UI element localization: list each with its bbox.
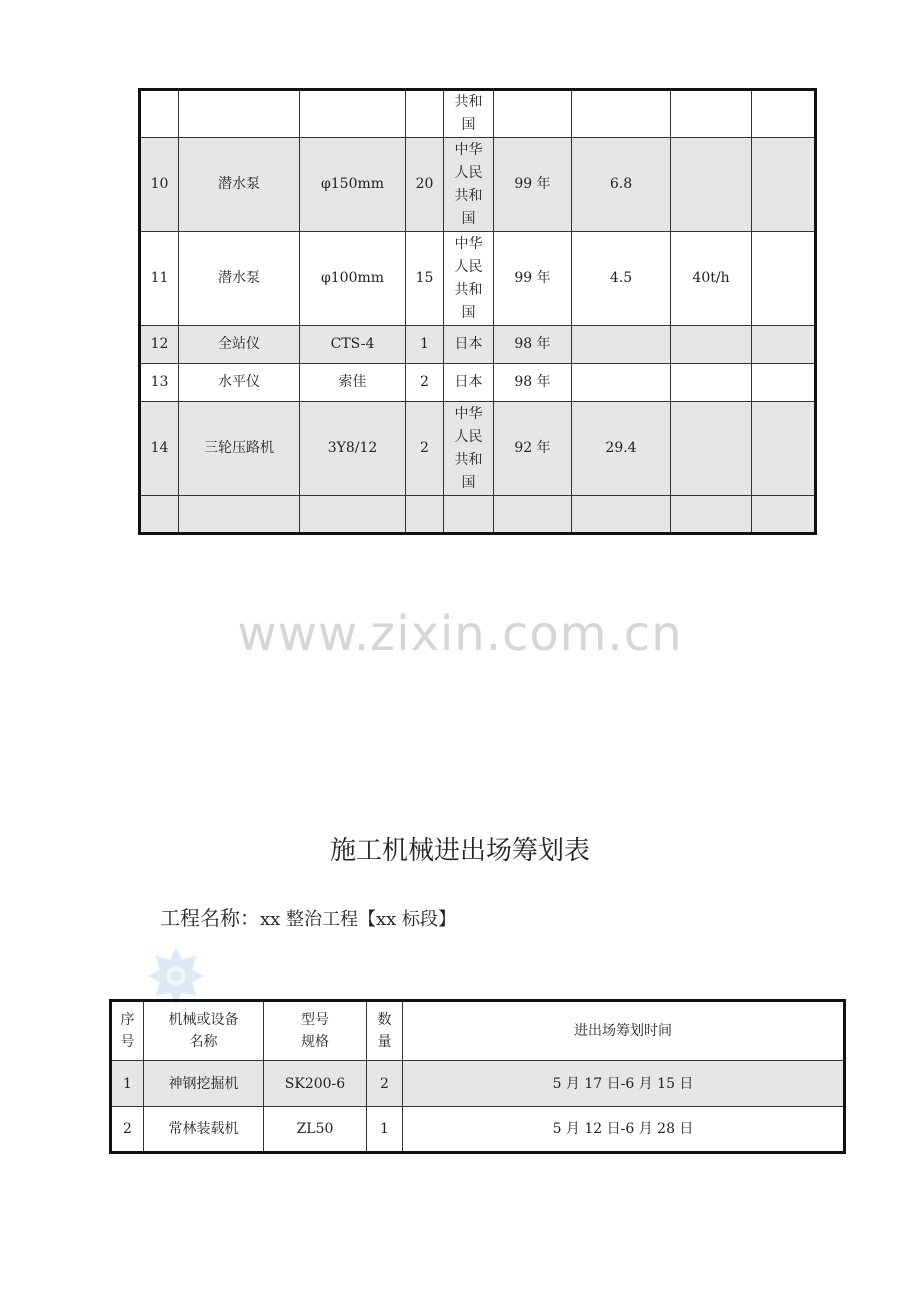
header-schedule: 进出场筹划时间: [403, 1001, 845, 1061]
cell-qty: 15: [406, 232, 444, 326]
cell-note: [752, 232, 816, 326]
cell-power: [572, 90, 671, 138]
cell-model: ZL50: [264, 1107, 367, 1153]
header-name: 机械或设备 名称: [144, 1001, 264, 1061]
cell-capacity: [671, 138, 752, 232]
project-value: xx 整治工程【xx 标段】: [260, 909, 457, 930]
cell-model: [300, 90, 406, 138]
project-label: 工程名称：: [160, 906, 260, 930]
cell-power: 4.5: [572, 232, 671, 326]
cell-schedule: 5 月 17 日-6 月 15 日: [403, 1061, 845, 1107]
table-row: [140, 232, 816, 326]
table-row: [140, 364, 816, 402]
cell-power: 29.4: [572, 402, 671, 496]
cell-capacity: 40t/h: [671, 232, 752, 326]
cell-qty: 2: [367, 1061, 403, 1107]
cell-year: [494, 90, 572, 138]
cell-origin: 日本: [444, 326, 494, 364]
equipment-table: [138, 88, 817, 535]
cell-origin: 中华 人民 共和 国: [444, 402, 494, 496]
cell-power: [572, 326, 671, 364]
cell-capacity: [671, 90, 752, 138]
cell-no: 13: [140, 364, 179, 402]
cell-power: [572, 364, 671, 402]
cell-model: φ150mm: [300, 138, 406, 232]
cell-note: [752, 402, 816, 496]
cell-qty: 1: [367, 1107, 403, 1153]
table-row: [140, 402, 816, 496]
cell-origin: 日本: [444, 364, 494, 402]
cell-qty: 2: [406, 364, 444, 402]
cell-name: 水平仪: [179, 364, 300, 402]
cell-origin: 中华 人民 共和 国: [444, 232, 494, 326]
cell-name: [179, 496, 300, 534]
cell-no: 11: [140, 232, 179, 326]
watermark-text: www.zixin.com.cn: [237, 606, 683, 662]
cell-no: 14: [140, 402, 179, 496]
table-row: [140, 496, 816, 534]
cell-qty: 20: [406, 138, 444, 232]
cell-model: CTS-4: [300, 326, 406, 364]
cell-no: [140, 496, 179, 534]
cell-name: 常林装载机: [144, 1107, 264, 1153]
cell-note: [752, 138, 816, 232]
plan-table-body: [111, 1061, 845, 1153]
table-row: [140, 326, 816, 364]
cell-model: [300, 496, 406, 534]
cell-no: 2: [111, 1107, 144, 1153]
cell-power: 6.8: [572, 138, 671, 232]
cell-year: 99 年: [494, 232, 572, 326]
cell-note: [752, 364, 816, 402]
cell-year: [494, 496, 572, 534]
cell-origin: 中华 人民 共和 国: [444, 138, 494, 232]
cell-capacity: [671, 326, 752, 364]
header-model: 型号 规格: [264, 1001, 367, 1061]
cell-year: 99 年: [494, 138, 572, 232]
cell-model: φ100mm: [300, 232, 406, 326]
table-row: [140, 138, 816, 232]
plan-table: [109, 999, 846, 1154]
cell-name: 潜水泵: [179, 232, 300, 326]
plan-header-row: [111, 1001, 845, 1061]
cell-qty: [406, 90, 444, 138]
cell-power: [572, 496, 671, 534]
cell-note: [752, 326, 816, 364]
snowflake-logo-icon: [146, 946, 206, 1006]
cell-origin: 共和 国: [444, 90, 494, 138]
equipment-table-body: [140, 90, 816, 534]
cell-model: 索佳: [300, 364, 406, 402]
cell-model: SK200-6: [264, 1061, 367, 1107]
cell-year: 98 年: [494, 364, 572, 402]
cell-no: [140, 90, 179, 138]
table-row: [111, 1107, 845, 1153]
cell-name: 神钢挖掘机: [144, 1061, 264, 1107]
cell-model: 3Y8/12: [300, 402, 406, 496]
cell-capacity: [671, 364, 752, 402]
cell-year: 98 年: [494, 326, 572, 364]
cell-qty: 2: [406, 402, 444, 496]
cell-no: 12: [140, 326, 179, 364]
project-line: [160, 902, 456, 931]
cell-name: [179, 90, 300, 138]
cell-name: 潜水泵: [179, 138, 300, 232]
plan-title: 施工机械进出场筹划表: [329, 836, 590, 866]
cell-note: [752, 90, 816, 138]
cell-note: [752, 496, 816, 534]
cell-name: 全站仪: [179, 326, 300, 364]
cell-origin: [444, 496, 494, 534]
cell-capacity: [671, 496, 752, 534]
cell-schedule: 5 月 12 日-6 月 28 日: [403, 1107, 845, 1153]
cell-qty: [406, 496, 444, 534]
cell-no: 10: [140, 138, 179, 232]
header-no: 序 号: [111, 1001, 144, 1061]
cell-no: 1: [111, 1061, 144, 1107]
table-row: [111, 1061, 845, 1107]
cell-year: 92 年: [494, 402, 572, 496]
header-qty: 数 量: [367, 1001, 403, 1061]
cell-capacity: [671, 402, 752, 496]
cell-qty: 1: [406, 326, 444, 364]
table-row: [140, 90, 816, 138]
cell-name: 三轮压路机: [179, 402, 300, 496]
